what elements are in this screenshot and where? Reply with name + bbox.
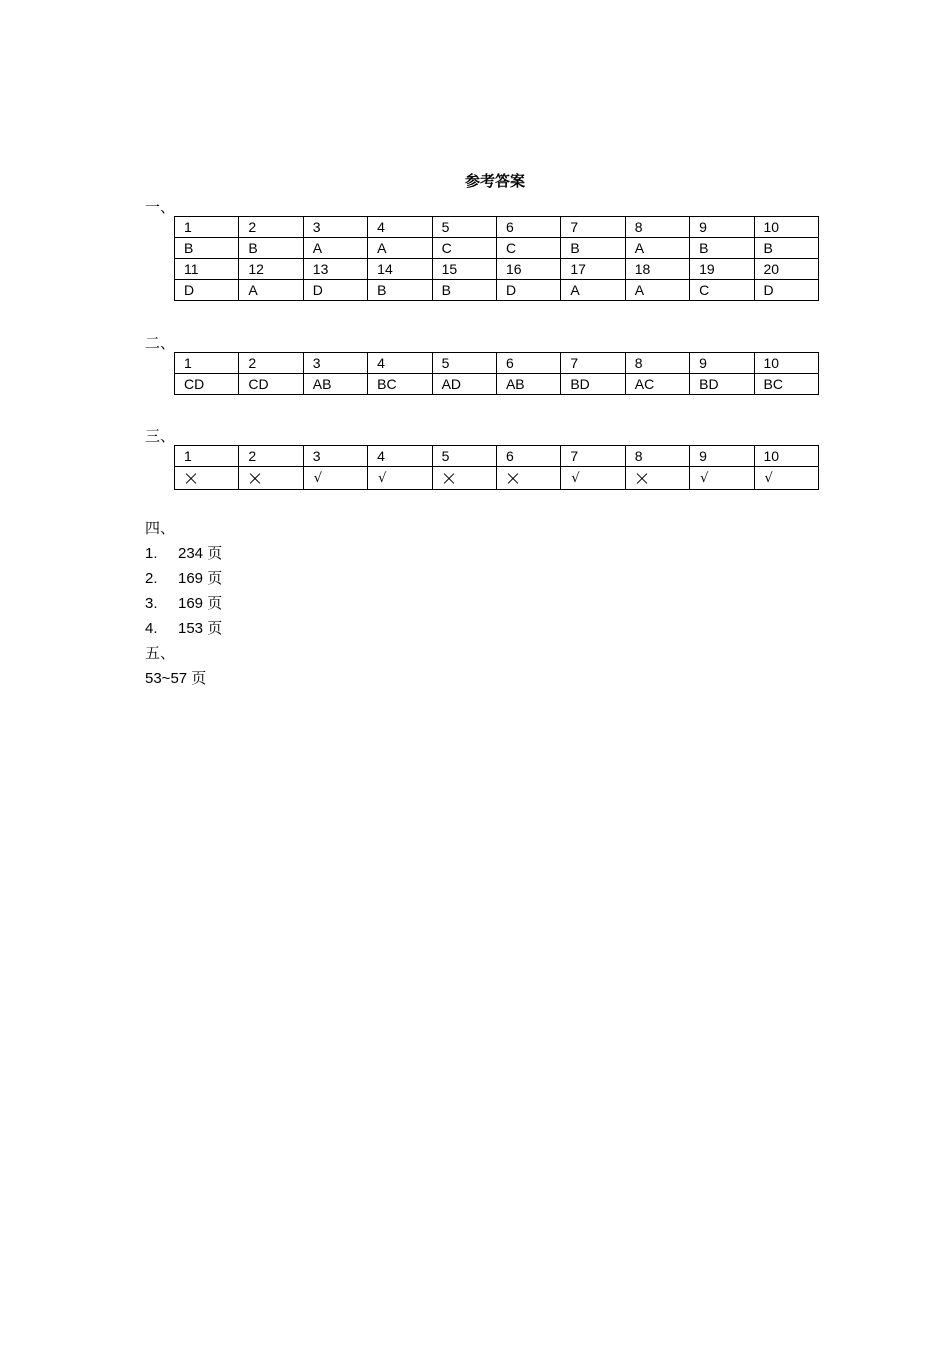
answer-cell: B [239,238,303,259]
true-false-mark [496,467,560,490]
table-row [175,217,819,238]
answer-cell: A [625,280,689,301]
question-number: 6 [496,353,560,374]
answer-cell: BC [754,374,818,395]
answer-cell: D [303,280,367,301]
true-false-mark [690,467,754,490]
page-title: 参考答案 [464,172,525,190]
table-row [175,353,819,374]
list-item [145,542,222,563]
section-2-label: 二、 [145,334,176,352]
question-number: 7 [561,217,625,238]
list-item-text: 153 页 [178,620,223,637]
section-3-answer-table [174,445,819,490]
question-number: 7 [561,446,625,467]
cross-mark-icon [507,473,519,485]
question-number: 1 [175,353,239,374]
answer-cell: A [625,238,689,259]
cross-mark-icon [185,473,197,485]
question-number: 4 [368,353,432,374]
answer-cell: C [432,238,496,259]
question-number: 3 [303,446,367,467]
answer-cell: A [368,238,432,259]
question-number: 10 [754,446,818,467]
question-number: 2 [239,446,303,467]
check-mark-icon: √ [764,471,773,486]
check-mark-icon: √ [571,471,580,486]
question-number: 15 [432,259,496,280]
answer-cell: A [239,280,303,301]
true-false-mark [175,467,239,490]
question-number: 16 [496,259,560,280]
check-mark-icon: √ [313,471,323,486]
question-number: 6 [496,446,560,467]
list-item [145,592,222,613]
question-number: 9 [690,217,754,238]
list-item-number: 4. [145,620,158,637]
answer-cell: C [496,238,560,259]
answer-cell: D [496,280,560,301]
list-item-number: 2. [145,570,158,587]
answer-cell: D [175,280,239,301]
answer-cell: A [303,238,367,259]
question-number: 8 [625,217,689,238]
answer-cell: B [561,238,625,259]
check-mark-icon: √ [378,471,387,486]
question-number: 9 [690,353,754,374]
question-number: 4 [368,217,432,238]
question-number: 10 [754,217,818,238]
question-number: 1 [175,217,239,238]
answer-cell: CD [239,374,303,395]
question-number: 5 [432,217,496,238]
true-false-mark [754,467,818,490]
answer-cell: AB [303,374,367,395]
question-number: 14 [368,259,432,280]
question-number: 1 [175,446,239,467]
table-row [175,374,819,395]
answer-cell: D [754,280,818,301]
question-number: 5 [432,353,496,374]
list-item-text: 169 页 [178,595,223,612]
answer-cell: A [561,280,625,301]
answer-cell: B [432,280,496,301]
question-number: 11 [175,259,239,280]
question-number: 8 [625,353,689,374]
true-false-mark [561,467,625,490]
answer-cell: C [690,280,754,301]
table-row [175,238,819,259]
true-false-mark [239,467,303,490]
question-number: 4 [368,446,432,467]
question-number: 2 [239,353,303,374]
question-number: 5 [432,446,496,467]
section-4-label: 四、 [145,519,176,537]
question-number: 10 [754,353,818,374]
table-row [175,259,819,280]
answer-cell: CD [175,374,239,395]
answer-cell: B [368,280,432,301]
section-3-label: 三、 [145,427,176,445]
answer-cell: BD [561,374,625,395]
question-number: 6 [496,217,560,238]
question-number: 3 [303,353,367,374]
list-item-number: 3. [145,595,158,612]
question-number: 17 [561,259,625,280]
true-false-mark [432,467,496,490]
question-number: 3 [303,217,367,238]
question-number: 13 [303,259,367,280]
answer-cell: AC [625,374,689,395]
question-number: 18 [625,259,689,280]
answer-cell: AB [496,374,560,395]
list-item [145,617,222,638]
cross-mark-icon [636,473,648,485]
question-number: 20 [754,259,818,280]
section-5-label: 五、 [145,644,176,662]
answer-cell: B [175,238,239,259]
true-false-mark [625,467,689,490]
list-item-number: 1. [145,545,158,562]
table-row [175,446,819,467]
answer-cell: BC [368,374,432,395]
question-number: 7 [561,353,625,374]
table-row [175,467,819,490]
true-false-mark [368,467,432,490]
cross-mark-icon [443,473,455,485]
question-number: 8 [625,446,689,467]
table-row [175,280,819,301]
cross-mark-icon [249,473,261,485]
question-number: 12 [239,259,303,280]
section-1-answer-table [174,216,819,301]
list-item-text: 234 页 [178,545,223,562]
true-false-mark [303,467,367,490]
list-item [145,567,222,588]
question-number: 19 [690,259,754,280]
list-item-text: 169 页 [178,570,223,587]
check-mark-icon: √ [700,471,709,486]
answer-cell: B [754,238,818,259]
section-1-label: 一、 [145,198,176,216]
page-range-text: 53~57 页 [145,670,207,687]
question-number: 9 [690,446,754,467]
answer-cell: BD [690,374,754,395]
section-2-answer-table [174,352,819,395]
question-number: 2 [239,217,303,238]
answer-cell: B [690,238,754,259]
answer-cell: AD [432,374,496,395]
